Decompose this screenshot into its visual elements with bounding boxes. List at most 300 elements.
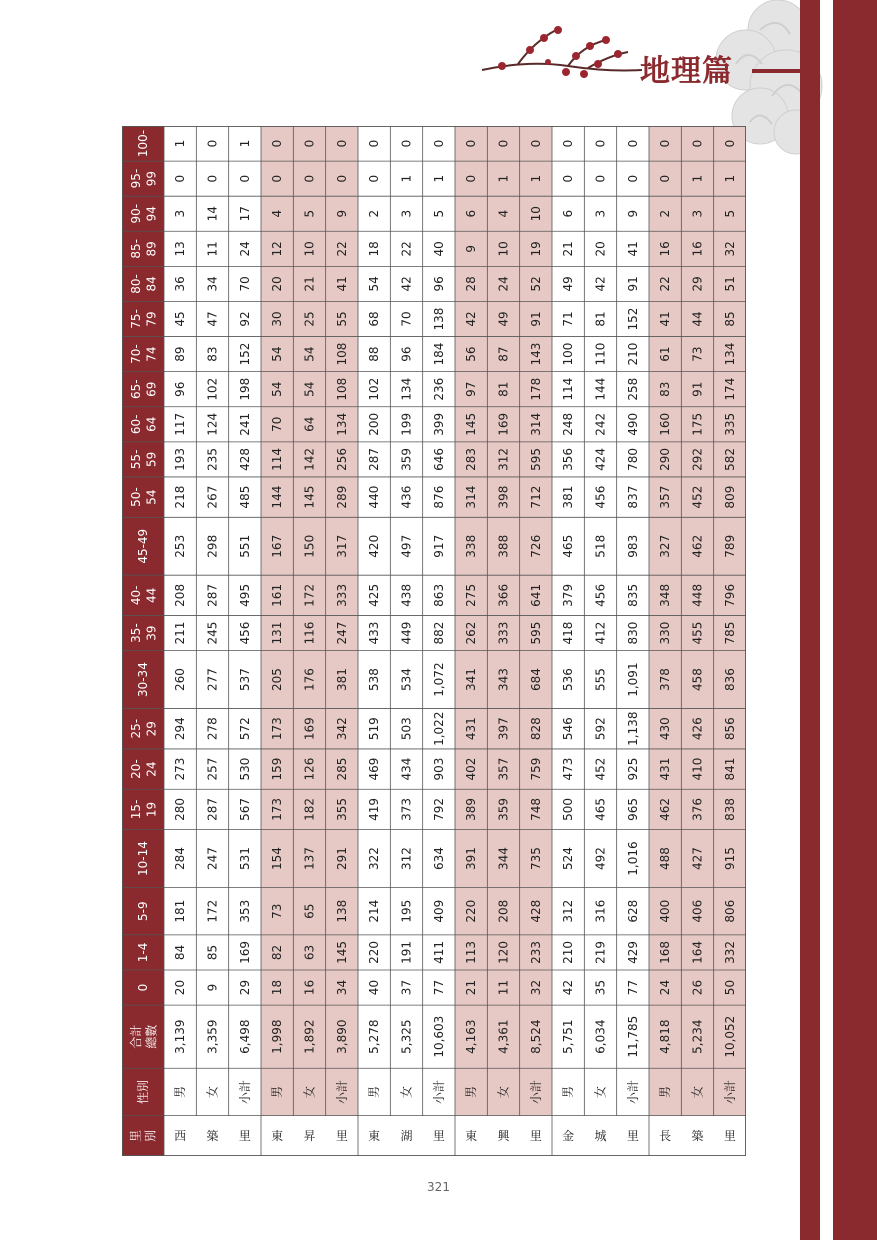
village-name bbox=[562, 1128, 639, 1143]
data-cell: 646 bbox=[431, 447, 446, 471]
village-char: 里 bbox=[432, 1128, 445, 1143]
data-cell: 2 bbox=[658, 209, 673, 218]
data-cell: 983 bbox=[625, 534, 640, 558]
data-cell: 1 bbox=[173, 139, 188, 148]
data-cell: 110 bbox=[593, 342, 608, 366]
data-cell: 159 bbox=[270, 757, 285, 781]
data-cell: 54 bbox=[367, 276, 382, 292]
data-cell: 455 bbox=[690, 621, 705, 645]
data-cell: 0 bbox=[173, 174, 188, 183]
column-header: 79 bbox=[144, 311, 159, 327]
data-cell: 5,278 bbox=[367, 1019, 382, 1054]
data-cell: 312 bbox=[561, 899, 576, 923]
column-header: 74 bbox=[144, 346, 159, 362]
data-cell: 6 bbox=[561, 209, 576, 218]
sex-cell: 小計 bbox=[431, 1079, 446, 1104]
data-cell: 199 bbox=[399, 412, 414, 436]
data-cell: 82 bbox=[270, 944, 285, 961]
data-cell: 26 bbox=[690, 979, 705, 996]
data-cell: 488 bbox=[658, 847, 673, 871]
data-cell: 77 bbox=[431, 979, 446, 996]
data-cell: 143 bbox=[528, 342, 543, 366]
sex-cell: 女 bbox=[496, 1085, 511, 1098]
data-cell: 333 bbox=[496, 621, 511, 645]
data-cell: 965 bbox=[625, 797, 640, 821]
data-cell: 70 bbox=[270, 416, 285, 432]
data-cell: 42 bbox=[561, 979, 576, 996]
data-cell: 65 bbox=[302, 903, 317, 919]
data-cell: 828 bbox=[528, 717, 543, 741]
data-cell: 341 bbox=[464, 668, 479, 692]
data-cell: 175 bbox=[690, 412, 705, 436]
data-cell: 5 bbox=[302, 209, 317, 218]
data-cell: 144 bbox=[593, 377, 608, 401]
data-cell: 113 bbox=[464, 941, 479, 964]
data-cell: 45 bbox=[173, 311, 188, 327]
data-cell: 37 bbox=[399, 979, 414, 996]
column-header: 50- bbox=[128, 487, 143, 507]
data-cell: 3,359 bbox=[205, 1019, 220, 1054]
data-cell: 289 bbox=[334, 485, 349, 509]
data-cell: 0 bbox=[431, 139, 446, 148]
sex-cell: 小計 bbox=[528, 1079, 543, 1104]
data-cell: 131 bbox=[270, 621, 285, 645]
data-cell: 278 bbox=[205, 717, 220, 741]
data-cell: 22 bbox=[399, 241, 414, 257]
sex-cell: 男 bbox=[367, 1085, 382, 1098]
data-cell: 0 bbox=[690, 139, 705, 148]
village-char: 東 bbox=[368, 1128, 381, 1143]
data-cell: 366 bbox=[496, 583, 511, 607]
column-header: 0 bbox=[136, 983, 150, 992]
data-cell: 5,234 bbox=[690, 1019, 705, 1054]
data-cell: 449 bbox=[399, 621, 414, 645]
data-cell: 359 bbox=[399, 447, 414, 471]
data-cell: 169 bbox=[496, 412, 511, 436]
data-cell: 4 bbox=[270, 209, 285, 218]
data-cell: 0 bbox=[302, 139, 317, 148]
data-cell: 24 bbox=[658, 979, 673, 996]
data-cell: 275 bbox=[464, 583, 479, 607]
data-cell: 236 bbox=[431, 377, 446, 401]
data-cell: 465 bbox=[561, 534, 576, 558]
data-cell: 44 bbox=[690, 311, 705, 327]
data-cell: 925 bbox=[625, 757, 640, 781]
data-cell: 1,892 bbox=[302, 1019, 317, 1054]
data-cell: 152 bbox=[625, 307, 640, 331]
data-cell: 409 bbox=[431, 899, 446, 923]
data-cell: 780 bbox=[625, 447, 640, 471]
column-header: 65- bbox=[128, 379, 143, 400]
village-char: 里 bbox=[335, 1128, 348, 1143]
data-cell: 567 bbox=[237, 797, 252, 821]
data-cell: 142 bbox=[302, 447, 317, 471]
data-cell: 344 bbox=[496, 847, 511, 871]
data-cell: 248 bbox=[561, 412, 576, 436]
data-cell: 1,091 bbox=[625, 662, 640, 697]
data-cell: 164 bbox=[690, 941, 705, 964]
data-cell: 40 bbox=[367, 979, 382, 996]
data-cell: 198 bbox=[237, 377, 252, 401]
data-cell: 11 bbox=[205, 241, 220, 257]
data-cell: 28 bbox=[464, 276, 479, 292]
data-cell: 419 bbox=[367, 797, 382, 821]
data-cell: 214 bbox=[367, 899, 382, 923]
data-cell: 83 bbox=[205, 346, 220, 362]
column-header: 70- bbox=[128, 344, 143, 364]
data-cell: 425 bbox=[367, 583, 382, 607]
village-char: 昇 bbox=[303, 1128, 316, 1143]
data-cell: 1 bbox=[237, 139, 252, 148]
data-cell: 429 bbox=[625, 941, 640, 964]
data-cell: 438 bbox=[399, 583, 414, 607]
village-char: 西 bbox=[174, 1128, 187, 1143]
data-cell: 102 bbox=[205, 377, 220, 401]
column-header: 性別 bbox=[136, 1079, 150, 1104]
data-cell: 314 bbox=[528, 412, 543, 436]
data-cell: 181 bbox=[173, 899, 188, 923]
data-cell: 424 bbox=[593, 447, 608, 471]
data-cell: 134 bbox=[399, 377, 414, 401]
data-cell: 208 bbox=[173, 583, 188, 607]
data-cell: 835 bbox=[625, 583, 640, 607]
data-cell: 87 bbox=[496, 346, 511, 362]
data-cell: 3 bbox=[173, 209, 188, 218]
column-header: 100- bbox=[136, 129, 150, 158]
decorative-bar-right bbox=[833, 0, 877, 1240]
data-cell: 748 bbox=[528, 797, 543, 821]
data-cell: 134 bbox=[722, 342, 737, 366]
village-char: 城 bbox=[594, 1128, 607, 1143]
data-cell: 55 bbox=[334, 311, 349, 327]
data-cell: 0 bbox=[237, 174, 252, 183]
data-cell: 182 bbox=[302, 797, 317, 821]
column-header: 里 bbox=[128, 1129, 143, 1142]
data-cell: 595 bbox=[528, 447, 543, 471]
data-cell: 357 bbox=[496, 757, 511, 781]
column-header: 60- bbox=[128, 414, 143, 435]
data-cell: 287 bbox=[367, 447, 382, 471]
data-cell: 456 bbox=[593, 583, 608, 607]
village-char: 里 bbox=[529, 1128, 542, 1143]
data-cell: 0 bbox=[205, 174, 220, 183]
data-cell: 353 bbox=[237, 899, 252, 923]
data-cell: 63 bbox=[302, 944, 317, 961]
data-cell: 91 bbox=[528, 311, 543, 327]
data-cell: 154 bbox=[270, 847, 285, 871]
data-cell: 41 bbox=[334, 276, 349, 292]
village-name bbox=[659, 1129, 736, 1143]
data-cell: 735 bbox=[528, 847, 543, 871]
data-cell: 218 bbox=[173, 485, 188, 509]
data-cell: 420 bbox=[367, 534, 382, 558]
column-header: 55- bbox=[128, 449, 143, 470]
data-cell: 21 bbox=[561, 241, 576, 257]
data-cell: 458 bbox=[690, 668, 705, 692]
data-cell: 10 bbox=[528, 206, 543, 222]
data-cell: 83 bbox=[658, 381, 673, 397]
data-cell: 81 bbox=[593, 311, 608, 327]
data-cell: 89 bbox=[173, 346, 188, 362]
data-cell: 0 bbox=[593, 139, 608, 148]
data-cell: 0 bbox=[561, 139, 576, 148]
group-shade bbox=[261, 126, 358, 1116]
data-cell: 452 bbox=[593, 757, 608, 781]
data-cell: 3 bbox=[690, 209, 705, 218]
data-cell: 0 bbox=[658, 139, 673, 148]
data-cell: 456 bbox=[593, 485, 608, 509]
data-cell: 172 bbox=[205, 899, 220, 923]
sex-cell: 男 bbox=[561, 1085, 576, 1098]
data-cell: 485 bbox=[237, 485, 252, 509]
data-cell: 917 bbox=[431, 534, 446, 558]
sex-cell: 小計 bbox=[334, 1079, 349, 1104]
data-cell: 124 bbox=[205, 412, 220, 436]
column-header: 別 bbox=[143, 1129, 158, 1142]
data-cell: 876 bbox=[431, 485, 446, 509]
data-cell: 497 bbox=[399, 534, 414, 558]
data-cell: 785 bbox=[722, 621, 737, 645]
plum-blossom-icon bbox=[478, 16, 648, 82]
data-cell: 4,163 bbox=[464, 1019, 479, 1054]
data-cell: 0 bbox=[270, 174, 285, 183]
data-cell: 47 bbox=[205, 311, 220, 327]
data-cell: 469 bbox=[367, 757, 382, 781]
data-cell: 205 bbox=[270, 668, 285, 692]
data-cell: 555 bbox=[593, 668, 608, 692]
data-cell: 0 bbox=[464, 139, 479, 148]
population-table bbox=[122, 126, 746, 1156]
sex-cell: 男 bbox=[270, 1085, 285, 1098]
village-char: 築 bbox=[206, 1128, 219, 1143]
data-cell: 108 bbox=[334, 342, 349, 366]
data-cell: 117 bbox=[173, 412, 188, 436]
village-name bbox=[368, 1128, 445, 1143]
data-cell: 430 bbox=[658, 717, 673, 741]
data-cell: 418 bbox=[561, 621, 576, 645]
data-cell: 84 bbox=[173, 944, 188, 961]
data-cell: 137 bbox=[302, 847, 317, 871]
data-cell: 641 bbox=[528, 583, 543, 607]
data-cell: 42 bbox=[593, 276, 608, 292]
data-cell: 0 bbox=[593, 174, 608, 183]
data-cell: 0 bbox=[334, 139, 349, 148]
data-cell: 260 bbox=[173, 668, 188, 692]
data-cell: 0 bbox=[658, 174, 673, 183]
data-cell: 161 bbox=[270, 583, 285, 607]
data-cell: 1,072 bbox=[431, 662, 446, 697]
data-cell: 114 bbox=[561, 377, 576, 401]
column-header: 80- bbox=[128, 274, 143, 294]
data-cell: 398 bbox=[496, 485, 511, 509]
data-cell: 433 bbox=[367, 621, 382, 645]
data-cell: 376 bbox=[690, 797, 705, 821]
data-cell: 49 bbox=[561, 276, 576, 292]
data-cell: 882 bbox=[431, 621, 446, 645]
data-cell: 462 bbox=[658, 797, 673, 821]
column-header: 89 bbox=[144, 241, 159, 257]
data-cell: 397 bbox=[496, 717, 511, 741]
data-cell: 256 bbox=[334, 447, 349, 471]
data-cell: 1 bbox=[690, 174, 705, 183]
data-cell: 160 bbox=[658, 412, 673, 436]
data-cell: 500 bbox=[561, 797, 576, 821]
sex-cell: 小計 bbox=[722, 1079, 737, 1104]
data-cell: 356 bbox=[561, 447, 576, 471]
column-header: 64 bbox=[144, 416, 159, 432]
data-cell: 427 bbox=[690, 847, 705, 871]
data-cell: 10 bbox=[496, 241, 511, 257]
data-cell: 145 bbox=[302, 485, 317, 509]
data-cell: 8,524 bbox=[528, 1019, 543, 1054]
data-cell: 837 bbox=[625, 485, 640, 509]
data-cell: 96 bbox=[431, 276, 446, 292]
column-header: 95- bbox=[128, 168, 143, 189]
data-cell: 538 bbox=[367, 668, 382, 692]
column-header: 99 bbox=[144, 170, 159, 187]
data-cell: 24 bbox=[237, 241, 252, 257]
data-cell: 41 bbox=[658, 311, 673, 327]
column-header: 94 bbox=[144, 206, 159, 222]
data-cell: 333 bbox=[334, 583, 349, 607]
data-cell: 54 bbox=[270, 346, 285, 362]
data-cell: 42 bbox=[464, 311, 479, 327]
data-cell: 915 bbox=[722, 847, 737, 871]
data-cell: 25 bbox=[302, 311, 317, 327]
column-header: 1-4 bbox=[136, 942, 150, 963]
column-header: 45-49 bbox=[136, 528, 150, 564]
data-cell: 0 bbox=[367, 139, 382, 148]
data-cell: 11 bbox=[496, 979, 511, 996]
data-cell: 473 bbox=[561, 757, 576, 781]
data-cell: 436 bbox=[399, 485, 414, 509]
data-cell: 68 bbox=[367, 311, 382, 327]
village-char: 里 bbox=[626, 1128, 639, 1143]
data-cell: 412 bbox=[593, 621, 608, 645]
data-cell: 426 bbox=[690, 717, 705, 741]
data-cell: 312 bbox=[496, 447, 511, 471]
data-cell: 0 bbox=[334, 174, 349, 183]
column-header: 69 bbox=[144, 381, 159, 397]
village-char: 里 bbox=[238, 1128, 251, 1143]
column-header: 19 bbox=[144, 801, 159, 818]
data-cell: 173 bbox=[270, 797, 285, 821]
data-cell: 1 bbox=[722, 174, 737, 183]
data-cell: 56 bbox=[464, 346, 479, 362]
data-cell: 759 bbox=[528, 757, 543, 781]
data-cell: 42 bbox=[399, 276, 414, 292]
data-cell: 411 bbox=[431, 941, 446, 964]
data-cell: 85 bbox=[205, 944, 220, 961]
data-cell: 220 bbox=[367, 941, 382, 964]
data-cell: 88 bbox=[367, 346, 382, 362]
data-cell: 381 bbox=[334, 668, 349, 692]
data-cell: 348 bbox=[658, 583, 673, 607]
data-cell: 262 bbox=[464, 621, 479, 645]
data-cell: 145 bbox=[334, 941, 349, 964]
data-cell: 20 bbox=[173, 979, 188, 996]
village-char: 湖 bbox=[400, 1128, 413, 1143]
data-cell: 335 bbox=[722, 412, 737, 436]
data-cell: 21 bbox=[302, 276, 317, 292]
village-char: 金 bbox=[562, 1128, 575, 1143]
data-cell: 373 bbox=[399, 797, 414, 821]
data-cell: 210 bbox=[625, 342, 640, 366]
data-cell: 312 bbox=[399, 847, 414, 871]
data-cell: 490 bbox=[625, 412, 640, 436]
data-cell: 0 bbox=[561, 174, 576, 183]
data-cell: 290 bbox=[658, 447, 673, 471]
data-cell: 208 bbox=[496, 899, 511, 923]
data-cell: 431 bbox=[464, 717, 479, 741]
section-title: 地理篇 bbox=[640, 54, 733, 89]
column-header: 5-9 bbox=[136, 901, 150, 922]
data-cell: 536 bbox=[561, 668, 576, 692]
data-cell: 495 bbox=[237, 583, 252, 607]
data-cell: 16 bbox=[302, 979, 317, 996]
data-cell: 61 bbox=[658, 346, 673, 362]
data-cell: 343 bbox=[496, 668, 511, 692]
data-cell: 178 bbox=[528, 377, 543, 401]
data-cell: 355 bbox=[334, 797, 349, 821]
column-header: 85- bbox=[128, 239, 143, 259]
data-cell: 235 bbox=[205, 447, 220, 471]
village-char: 興 bbox=[497, 1128, 510, 1143]
data-cell: 294 bbox=[173, 717, 188, 741]
data-cell: 51 bbox=[722, 276, 737, 292]
data-cell: 200 bbox=[367, 412, 382, 436]
data-cell: 64 bbox=[302, 416, 317, 432]
data-cell: 283 bbox=[464, 447, 479, 471]
data-cell: 456 bbox=[237, 621, 252, 645]
page-number: 321 bbox=[427, 1180, 450, 1194]
data-cell: 1 bbox=[496, 174, 511, 183]
village-char: 里 bbox=[723, 1128, 736, 1143]
data-cell: 399 bbox=[431, 412, 446, 436]
data-cell: 0 bbox=[722, 139, 737, 148]
data-cell: 1,998 bbox=[270, 1019, 285, 1054]
data-cell: 462 bbox=[690, 534, 705, 558]
data-cell: 50 bbox=[722, 979, 737, 996]
data-cell: 54 bbox=[302, 381, 317, 397]
data-cell: 492 bbox=[593, 847, 608, 871]
data-cell: 6,498 bbox=[237, 1019, 252, 1054]
column-header: 40- bbox=[128, 585, 143, 606]
data-cell: 292 bbox=[690, 447, 705, 471]
data-cell: 211 bbox=[173, 621, 188, 645]
data-cell: 400 bbox=[658, 899, 673, 923]
data-cell: 16 bbox=[658, 241, 673, 257]
data-cell: 572 bbox=[237, 717, 252, 741]
data-cell: 22 bbox=[334, 241, 349, 257]
data-cell: 73 bbox=[270, 903, 285, 919]
data-cell: 0 bbox=[625, 174, 640, 183]
sex-cell: 男 bbox=[658, 1085, 673, 1098]
data-cell: 0 bbox=[625, 139, 640, 148]
data-cell: 342 bbox=[334, 717, 349, 741]
sex-cell: 男 bbox=[173, 1085, 188, 1098]
data-cell: 92 bbox=[237, 311, 252, 327]
group-shade bbox=[649, 126, 746, 1116]
data-cell: 91 bbox=[625, 276, 640, 292]
data-cell: 167 bbox=[270, 534, 285, 558]
sex-cell: 女 bbox=[690, 1085, 705, 1098]
data-cell: 0 bbox=[496, 139, 511, 148]
data-cell: 792 bbox=[431, 797, 446, 821]
data-cell: 32 bbox=[528, 979, 543, 996]
data-cell: 174 bbox=[722, 377, 737, 401]
sex-cell: 女 bbox=[302, 1085, 317, 1098]
